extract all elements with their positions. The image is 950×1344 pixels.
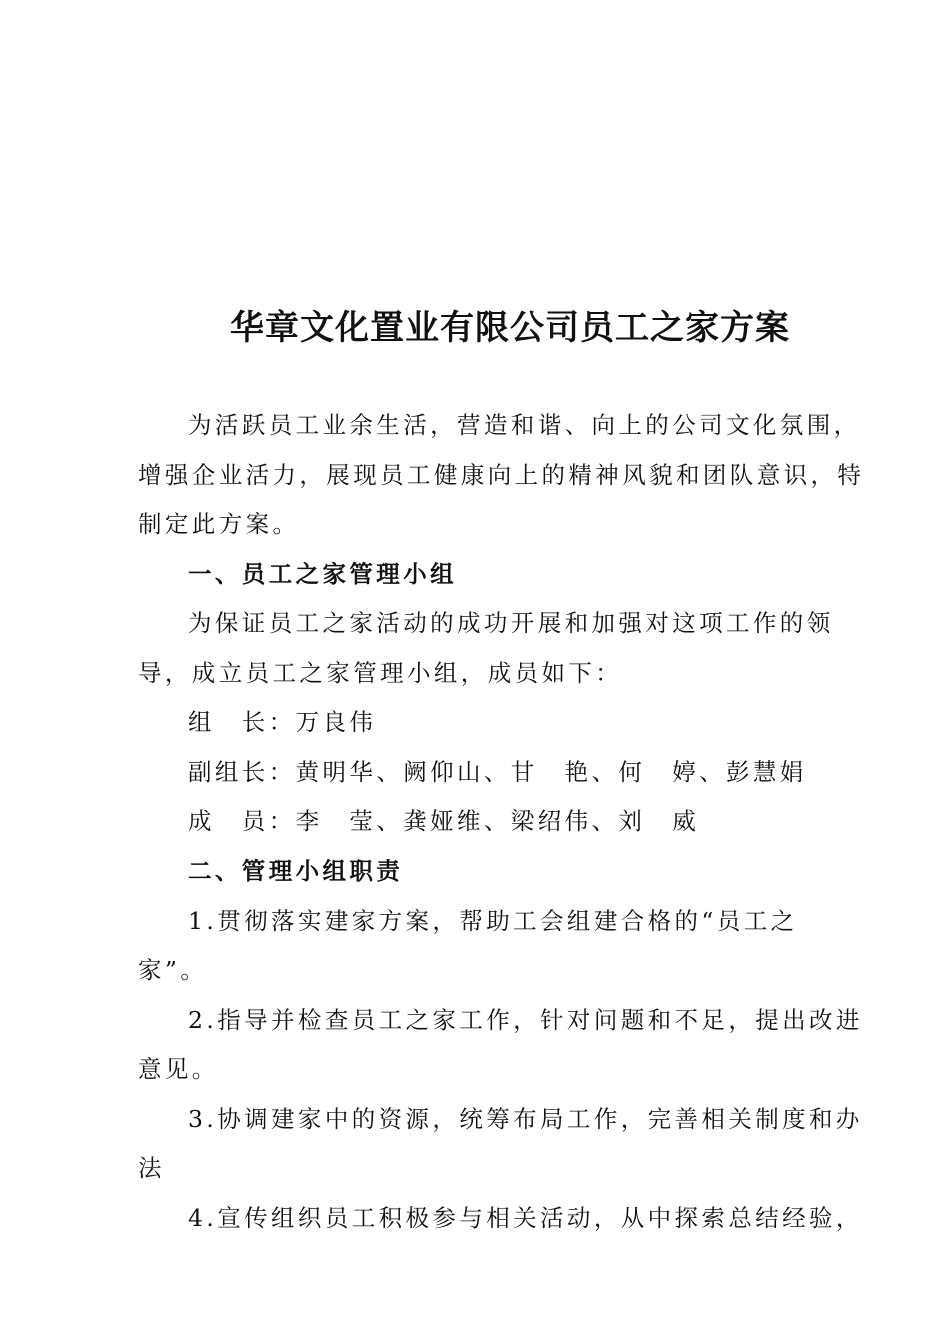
duty-1-line-2: 家”。: [138, 956, 208, 984]
group-deputies: 副组长：黄明华、阙仰山、甘 艳、何 婷、彭慧娟: [188, 758, 807, 786]
section-1-para-line-1: 为保证员工之家活动的成功开展和加强对这项工作的领: [188, 609, 834, 637]
section-2-heading: 二、管理小组职责: [188, 857, 404, 885]
duty-2-line-1: 2.指导并检查员工之家工作，针对问题和不足，提出改进: [188, 1006, 863, 1034]
duty-3-line-1: 3.协调建家中的资源，统筹布局工作，完善相关制度和办: [188, 1105, 863, 1133]
duty-4-line-1: 4.宣传组织员工积极参与相关活动，从中探索总结经验，: [188, 1204, 863, 1232]
duty-3-line-2: 法: [138, 1154, 165, 1182]
duty-1-line-1: 1.贯彻落实建家方案，帮助工会组建合格的“员工之: [188, 907, 798, 935]
section-1-para-line-2: 导，成立员工之家管理小组，成员如下：: [138, 659, 623, 687]
duty-2-line-2: 意见。: [138, 1055, 219, 1083]
group-members: 成 员：李 莹、龚娅维、梁绍伟、刘 威: [188, 807, 700, 835]
intro-line-1: 为活跃员工业余生活，营造和谐、向上的公司文化氛围，: [188, 411, 861, 439]
section-1-heading: 一、员工之家管理小组: [188, 560, 457, 588]
document-title: 华章文化置业有限公司员工之家方案: [230, 308, 790, 348]
group-leader: 组 长：万良伟: [188, 708, 377, 736]
intro-line-2: 增强企业活力，展现员工健康向上的精神风貌和团队意识，特: [138, 461, 865, 489]
intro-line-3: 制定此方案。: [138, 510, 300, 538]
